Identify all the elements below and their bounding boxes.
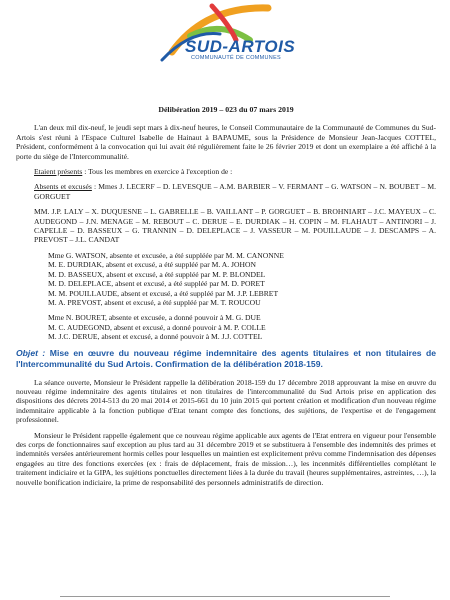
list-item: Mme N. BOURET, absente et excusée, a donné pouvoir à M. G. DUE [48,313,261,323]
paragraph-1: La séance ouverte, Monsieur le Président rappelle la délibération 2018-159 du 17 décembre 2018 approuvant la mise en œuvre du nouveau régime indemnitaire des agents titulaires et non titulaires de l'intercommunalité du Sud Artois prise en application des dispositions des décrets 2014-513 du 20 mai 2014 et 2015-661 du 10 juin 2015 qui portent création et modification d'un nouveau régime indemnitaire applicable à la fonction publique d'Etat tenant compte des fonctions, des sujétions, de l'expertise et de l'engagement professionnel. [16,377,436,425]
brand-name: SUD-ARTOIS [185,37,296,56]
absents-text: : Mmes J. LECERF – D. LEVESQUE – A.M. BARBIER – V. FERMANT – G. WATSON – N. BOUBET – M. GORGUET [34,182,436,201]
presents-label: Etaient présents [34,167,83,177]
brand [185,38,305,61]
document-title: Délibération 2019 – 023 du 07 mars 2019 [158,105,294,114]
pouvoirs-list [16,313,436,341]
list-item: M. M. POUILLAUDE, absent et excusé, a été suppléé par M. J.P. LEBRET [48,288,279,298]
list-item: M. E. DURDIAK, absent et excusé, a été suppléé par M. A. JOHON [48,260,256,270]
presents-line [16,167,436,176]
document-body [16,105,436,493]
list-item: Mme G. WATSON, absente et excusée, a été suppléée par M. M. CANONNE [48,250,284,260]
footer-divider [60,596,390,597]
list-item: M. D. BASSEUX, absent et excusé, a été suppléé par M. P. BLONDEL [48,269,266,279]
paragraph-2: Monsieur le Président rappelle également que ce nouveau régime applicable aux agents de l'Etat entrera en vigueur pour l'ensemble des corps de fonctionnaires sauf exception au plus tard au 31 décembre 2019 et se substituera à l'ensemble des indemnités des primes et indemnités versées antérieurement hormis celles pour lesquelles un maintien est explicitement prévu comme l'indemnisation des dépenses engagées au titre des fonctions exercées (ex : frais de déplacement, frais de mission…), les incenmités différentielles complétant le traitement indiciaire et la GIPA, les sujétions ponctuelles directement liées à la durée du travail (heures supplémentaires, astreintes, …), la nouvelle bonification indiciaire, la prime de responsabilité des personnels administratifs de direction. [16,430,436,487]
supplies-list [16,251,436,307]
objet-heading [16,348,436,370]
absents-men: MM. J.P. LALY – X. DUQUESNE – L. GABRELLE – B. VAILLANT – P. GORGUET – B. BROHNIART – J.C. MAYEUX – C. AUDEGOND – J.N. MENAGE – M. REBOUT – C. DERUE – E. DURDIAK – H. COPIN – M. FLAHAUT – ANTINORI – J. CAPELLE – D. BASSEUX – G. TRANNIN – D. DELEPLACE – J. VASSEUR – M. POUILLAUDE – J. DESCAMPS – A. PREVOST – J.L. CANDAT [34,207,436,245]
intro-paragraph: L'an deux mil dix-neuf, le jeudi sept mars à dix-neuf heures, le Conseil Communautaire de la Communauté de Communes du Sud-Artois s'est réuni à l'Espace Culturel Isabelle de Hainaut à BAPAUME, sous la Présidence de Monsieur Jean-Jacques COTTEL, Président, conformément à la convocation qui lui avait été régulièrement faite le 26 février 2019 et dont un exemplaire a été affiché à la porte du siège de l'Intercommunalité. [16,123,436,161]
objet-label: Objet : [16,347,46,358]
list-item: M. C. AUDEGOND, absent et excusé, a donné pouvoir à M. P. COLLE [48,322,266,332]
brand-subtitle: COMMUNAUTÉ DE COMMUNES [191,55,282,61]
list-item: M. A. PREVOST, absent et excusé, a été suppléé par M. T. ROUCOU [48,297,261,307]
absents-line [16,182,436,201]
list-item: M. J.C. DERUE, absent et excusé, a donné pouvoir à M. J.J. COTTEL [48,332,263,342]
list-item: M. D. DELEPLACE, absent et excusé, a été suppléé par M. D. PORET [48,279,265,289]
objet-text: Mise en œuvre du nouveau régime indemnitaire des agents titulaires et non titulaires de l'Intercommunalité du Sud Artois. Confirmation de la délibération 2018-159. [16,347,437,369]
presents-text: : Tous les membres en exercice à l'exception de : [82,167,233,177]
absents-label: Absents et excusés [34,182,92,192]
